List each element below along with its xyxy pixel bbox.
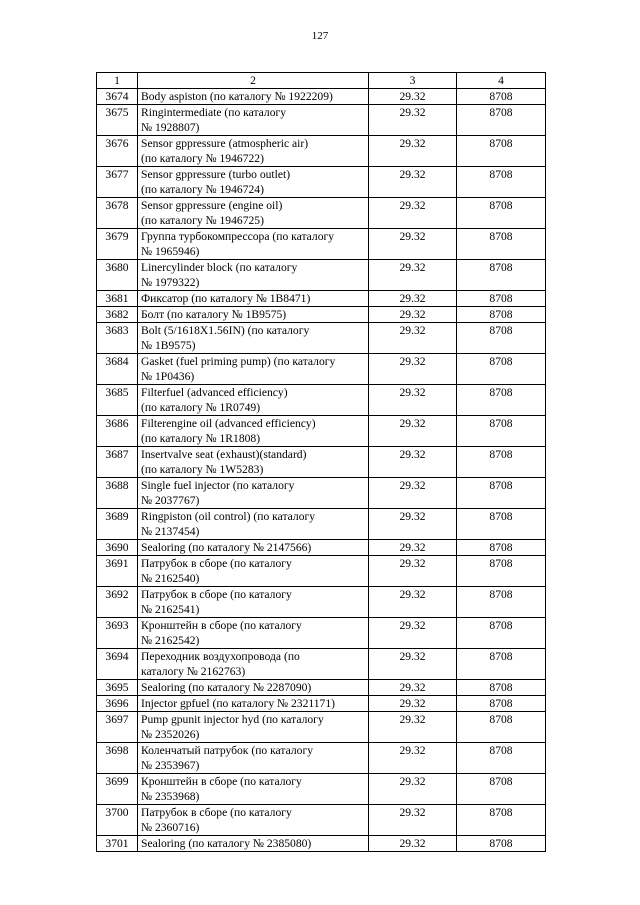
item-name-line: Injector gpfuel (по каталогу № 2321171): [141, 697, 335, 710]
table-body: [97, 89, 546, 852]
table-row: [97, 167, 546, 198]
item-name: [138, 447, 369, 478]
column-header-3: 3: [369, 73, 457, 89]
item-code: 29.32: [369, 540, 457, 556]
item-code: 29.32: [369, 743, 457, 774]
item-name-line: № 1928807): [141, 121, 200, 134]
row-number: 3690: [97, 540, 138, 556]
item-value: 8708: [457, 385, 546, 416]
item-value: 8708: [457, 307, 546, 323]
item-name-line: Патрубок в сборе (по каталогу: [141, 557, 292, 570]
table-row: [97, 478, 546, 509]
column-header-2: 2: [138, 73, 369, 89]
item-code: 29.32: [369, 509, 457, 540]
row-number: 3696: [97, 696, 138, 712]
item-code: 29.32: [369, 587, 457, 618]
item-name-line: (по каталогу № 1946722): [141, 152, 264, 165]
item-name-line: Переходник воздухопровода (по: [141, 650, 300, 663]
item-name: [138, 618, 369, 649]
item-value: 8708: [457, 556, 546, 587]
item-code: 29.32: [369, 774, 457, 805]
table-row: [97, 743, 546, 774]
item-value: 8708: [457, 649, 546, 680]
item-name-line: Filterengine oil (advanced efficiency): [141, 417, 316, 430]
item-code: 29.32: [369, 291, 457, 307]
item-name-line: № 2352026): [141, 728, 200, 741]
item-name: [138, 323, 369, 354]
item-name-line: № 2353967): [141, 759, 200, 772]
item-name-line: Bolt (5/1618X1.56IN) (по каталогу: [141, 324, 310, 337]
row-number: 3685: [97, 385, 138, 416]
item-name-line: (по каталогу № 1R1808): [141, 432, 261, 445]
item-value: 8708: [457, 618, 546, 649]
table-row: [97, 805, 546, 836]
item-name: [138, 696, 369, 712]
table-row: [97, 291, 546, 307]
item-value: 8708: [457, 260, 546, 291]
item-name-line: № 1Р0436): [141, 370, 195, 383]
row-number: 3681: [97, 291, 138, 307]
item-name: [138, 478, 369, 509]
row-number: 3677: [97, 167, 138, 198]
table-row: [97, 198, 546, 229]
column-header-1: 1: [97, 73, 138, 89]
item-value: 8708: [457, 291, 546, 307]
item-name: [138, 229, 369, 260]
item-code: 29.32: [369, 385, 457, 416]
table-row: [97, 105, 546, 136]
table-row: [97, 260, 546, 291]
item-value: 8708: [457, 89, 546, 105]
item-name-line: Патрубок в сборе (по каталогу: [141, 588, 292, 601]
item-name-line: № 1965946): [141, 245, 200, 258]
item-name-line: № 2162542): [141, 634, 200, 647]
item-name: [138, 712, 369, 743]
item-name: [138, 385, 369, 416]
catalog-table: [96, 72, 546, 852]
item-name: [138, 105, 369, 136]
row-number: 3679: [97, 229, 138, 260]
table-row: [97, 89, 546, 105]
item-value: 8708: [457, 136, 546, 167]
item-name: [138, 540, 369, 556]
item-name-line: № 2353968): [141, 790, 200, 803]
item-name-line: № 2137454): [141, 525, 200, 538]
row-number: 3675: [97, 105, 138, 136]
row-number: 3694: [97, 649, 138, 680]
table-row: [97, 385, 546, 416]
item-code: 29.32: [369, 167, 457, 198]
table-row: [97, 696, 546, 712]
row-number: 3691: [97, 556, 138, 587]
item-name: [138, 416, 369, 447]
item-value: 8708: [457, 774, 546, 805]
row-number: 3693: [97, 618, 138, 649]
item-name-line: Кронштейн в сборе (по каталогу: [141, 619, 302, 632]
item-value: 8708: [457, 540, 546, 556]
item-name-line: № 2162540): [141, 572, 200, 585]
item-value: 8708: [457, 323, 546, 354]
item-code: 29.32: [369, 105, 457, 136]
item-value: 8708: [457, 696, 546, 712]
table-row: [97, 649, 546, 680]
item-name-line: Single fuel injector (по каталогу: [141, 479, 295, 492]
item-name-line: № 2162541): [141, 603, 200, 616]
item-name-line: Sealoring (по каталогу № 2147566): [141, 541, 312, 554]
item-code: 29.32: [369, 696, 457, 712]
item-value: 8708: [457, 416, 546, 447]
item-name-line: Группа турбокомпрессора (по каталогу: [141, 230, 335, 243]
row-number: 3692: [97, 587, 138, 618]
item-name-line: (по каталогу № 1946725): [141, 214, 264, 227]
item-value: 8708: [457, 836, 546, 852]
item-name-line: Sealoring (по каталогу № 2385080): [141, 837, 312, 850]
item-name-line: № 2360716): [141, 821, 200, 834]
item-code: 29.32: [369, 712, 457, 743]
item-value: 8708: [457, 198, 546, 229]
item-value: 8708: [457, 478, 546, 509]
item-name-line: Insertvalve seat (exhaust)(standard): [141, 448, 307, 461]
item-name: [138, 291, 369, 307]
table-row: [97, 447, 546, 478]
item-name-line: Кронштейн в сборе (по каталогу: [141, 775, 302, 788]
item-name-line: Фиксатор (по каталогу № 1В8471): [141, 292, 311, 305]
column-header-4: 4: [457, 73, 546, 89]
item-name: [138, 774, 369, 805]
row-number: 3674: [97, 89, 138, 105]
item-value: 8708: [457, 354, 546, 385]
item-name: [138, 260, 369, 291]
row-number: 3687: [97, 447, 138, 478]
item-name-line: Sensor gppressure (atmospheric air): [141, 137, 309, 150]
item-name: [138, 167, 369, 198]
item-code: 29.32: [369, 307, 457, 323]
item-code: 29.32: [369, 836, 457, 852]
row-number: 3701: [97, 836, 138, 852]
item-name: [138, 680, 369, 696]
table-row: [97, 307, 546, 323]
item-code: 29.32: [369, 229, 457, 260]
item-name: [138, 509, 369, 540]
row-number: 3688: [97, 478, 138, 509]
item-value: 8708: [457, 229, 546, 260]
item-name: [138, 307, 369, 323]
item-name: [138, 89, 369, 105]
item-code: 29.32: [369, 805, 457, 836]
item-value: 8708: [457, 805, 546, 836]
item-name: [138, 649, 369, 680]
item-name-line: № 1В9575): [141, 339, 196, 352]
row-number: 3683: [97, 323, 138, 354]
item-name: [138, 836, 369, 852]
row-number: 3682: [97, 307, 138, 323]
table-header-row: [97, 73, 546, 89]
item-name-line: Патрубок в сборе (по каталогу: [141, 806, 292, 819]
row-number: 3689: [97, 509, 138, 540]
item-code: 29.32: [369, 260, 457, 291]
table-row: [97, 323, 546, 354]
row-number: 3686: [97, 416, 138, 447]
item-name-line: Gasket (fuel priming pump) (по каталогу: [141, 355, 336, 368]
item-code: 29.32: [369, 680, 457, 696]
item-code: 29.32: [369, 649, 457, 680]
item-value: 8708: [457, 680, 546, 696]
page-number: 127: [311, 30, 329, 42]
item-name-line: Sensor gppressure (turbo outlet): [141, 168, 291, 181]
item-name-line: Body aspiston (по каталогу № 1922209): [141, 90, 333, 103]
item-name-line: Sensor gppressure (engine oil): [141, 199, 283, 212]
item-code: 29.32: [369, 136, 457, 167]
item-value: 8708: [457, 167, 546, 198]
table-row: [97, 774, 546, 805]
item-value: 8708: [457, 587, 546, 618]
item-name-line: (по каталогу № 1W5283): [141, 463, 264, 476]
item-name-line: № 1979322): [141, 276, 200, 289]
item-code: 29.32: [369, 323, 457, 354]
row-number: 3697: [97, 712, 138, 743]
item-name-line: каталогу № 2162763): [141, 665, 246, 678]
item-code: 29.32: [369, 618, 457, 649]
row-number: 3698: [97, 743, 138, 774]
item-name-line: (по каталогу № 1R0749): [141, 401, 261, 414]
item-name-line: Болт (по каталогу № 1В9575): [141, 308, 287, 321]
item-value: 8708: [457, 105, 546, 136]
table-row: [97, 509, 546, 540]
item-name: [138, 136, 369, 167]
item-code: 29.32: [369, 354, 457, 385]
row-number: 3695: [97, 680, 138, 696]
table-row: [97, 712, 546, 743]
item-name-line: Pump gpunit injector hyd (по каталогу: [141, 713, 324, 726]
item-value: 8708: [457, 447, 546, 478]
item-code: 29.32: [369, 89, 457, 105]
table-row: [97, 618, 546, 649]
item-value: 8708: [457, 712, 546, 743]
item-value: 8708: [457, 509, 546, 540]
item-code: 29.32: [369, 447, 457, 478]
item-name-line: Ringpiston (oil control) (по каталогу: [141, 510, 316, 523]
item-value: 8708: [457, 743, 546, 774]
table-row: [97, 680, 546, 696]
item-name: [138, 743, 369, 774]
item-code: 29.32: [369, 478, 457, 509]
item-code: 29.32: [369, 198, 457, 229]
item-name-line: Filterfuel (advanced efficiency): [141, 386, 288, 399]
table-row: [97, 229, 546, 260]
item-code: 29.32: [369, 556, 457, 587]
item-name: [138, 805, 369, 836]
item-name-line: № 2037767): [141, 494, 200, 507]
table-row: [97, 354, 546, 385]
item-name-line: Linercylinder block (по каталогу: [141, 261, 298, 274]
row-number: 3699: [97, 774, 138, 805]
item-name: [138, 198, 369, 229]
row-number: 3684: [97, 354, 138, 385]
table-row: [97, 587, 546, 618]
table-row: [97, 540, 546, 556]
table-row: [97, 836, 546, 852]
row-number: 3676: [97, 136, 138, 167]
item-name-line: Коленчатый патрубок (по каталогу: [141, 744, 313, 757]
item-name: [138, 354, 369, 385]
item-name-line: Sealoring (по каталогу № 2287090): [141, 681, 312, 694]
row-number: 3678: [97, 198, 138, 229]
item-name-line: (по каталогу № 1946724): [141, 183, 264, 196]
item-name: [138, 587, 369, 618]
item-name-line: Ringintermediate (по каталогу: [141, 106, 287, 119]
row-number: 3680: [97, 260, 138, 291]
table-row: [97, 416, 546, 447]
row-number: 3700: [97, 805, 138, 836]
item-name: [138, 556, 369, 587]
table-row: [97, 556, 546, 587]
table-row: [97, 136, 546, 167]
item-code: 29.32: [369, 416, 457, 447]
